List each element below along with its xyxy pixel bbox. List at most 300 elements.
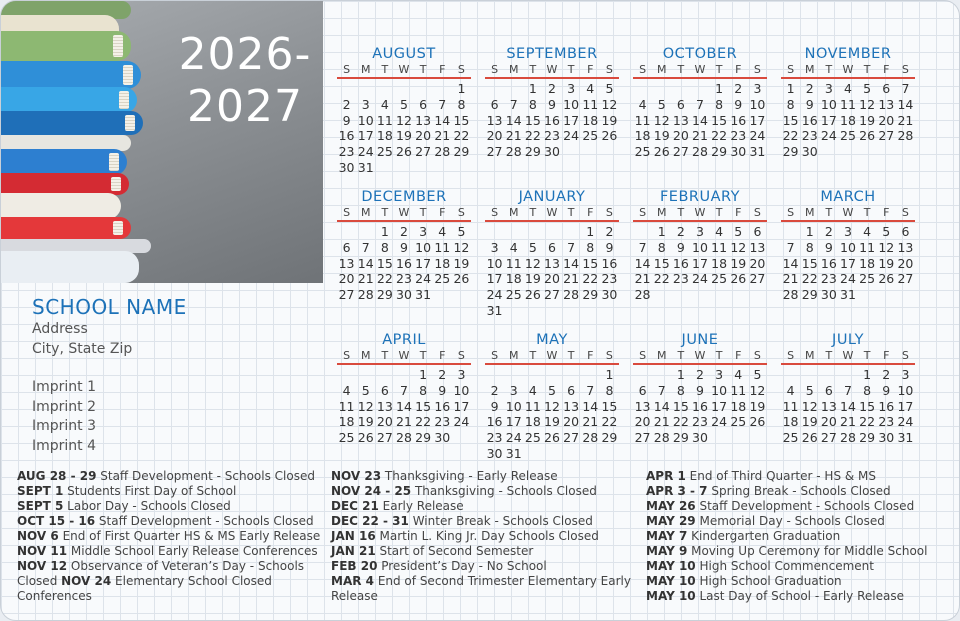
- weekday-header: [485, 64, 619, 79]
- weekday-label: S: [639, 349, 647, 362]
- day-number: 26: [396, 144, 412, 160]
- day-number: 7: [901, 81, 910, 96]
- day-number: 7: [509, 96, 518, 112]
- empty-day: [433, 81, 452, 97]
- day-number: 13: [897, 239, 914, 255]
- event-description: Conferences: [17, 589, 92, 603]
- event-date: NOV 23: [331, 469, 382, 483]
- day-number: 21: [840, 414, 856, 430]
- day-number: 28: [434, 144, 451, 160]
- day-number: 7: [844, 382, 852, 398]
- day-number: 9: [882, 382, 891, 398]
- day-number: 6: [882, 81, 891, 96]
- weekday-label: T: [677, 63, 685, 76]
- month-april: [337, 331, 471, 446]
- day-number: 17: [840, 255, 856, 271]
- weekday-label: W: [694, 349, 706, 362]
- month-february: [633, 188, 767, 303]
- weekday-label: F: [439, 349, 446, 362]
- day-number: 4: [734, 367, 743, 382]
- event-description: President’s Day - No School: [377, 559, 547, 573]
- event-description: Staff Development - Schools Closed: [695, 499, 915, 513]
- day-number: 6: [419, 96, 428, 112]
- event-date: DEC 22 - 31: [331, 514, 409, 528]
- day-number: 22: [782, 128, 799, 144]
- event-date: SEPT 1: [17, 484, 64, 498]
- day-number: 6: [490, 96, 499, 112]
- weekday-label: S: [457, 349, 465, 362]
- day-number: 14: [782, 255, 799, 271]
- weekday-label: W: [842, 206, 854, 219]
- day-number: 10: [711, 382, 728, 398]
- day-number: 28: [357, 287, 374, 303]
- weekday-label: M: [360, 206, 371, 219]
- event-description: Moving Up Ceremony for Middle School: [687, 544, 928, 558]
- day-number: 24: [820, 128, 837, 144]
- empty-day: [671, 81, 690, 97]
- day-number: 11: [711, 239, 728, 255]
- weekday-label: M: [656, 349, 667, 362]
- day-number: 29: [524, 144, 541, 160]
- month-august: [337, 45, 471, 176]
- month-january: [485, 188, 619, 319]
- event-description: Thanksgiving - Early Release: [381, 469, 558, 483]
- day-number: 16: [672, 255, 689, 271]
- day-number: 30: [801, 144, 818, 160]
- event-description: Observance of Veteran’s Day - Schools: [67, 559, 305, 573]
- day-number: 5: [528, 239, 537, 255]
- day-number: 24: [357, 144, 374, 160]
- day-number: 25: [434, 271, 451, 287]
- weekday-label: M: [360, 63, 371, 76]
- event-line: [331, 574, 631, 589]
- day-number: 21: [692, 128, 708, 144]
- weekday-label: T: [863, 206, 871, 219]
- month-december: [337, 188, 471, 303]
- day-number: 29: [453, 144, 470, 160]
- weekday-label: S: [787, 349, 795, 362]
- school-info: [32, 295, 187, 359]
- weekday-label: S: [605, 206, 613, 219]
- day-number: 13: [338, 255, 355, 271]
- weekday-label: M: [656, 206, 667, 219]
- day-number: 27: [897, 271, 914, 287]
- weekday-label: S: [457, 63, 465, 76]
- day-number: 18: [782, 414, 799, 430]
- day-number: 23: [730, 128, 747, 144]
- weekday-label: T: [381, 63, 389, 76]
- day-number: 27: [486, 144, 503, 160]
- day-number: 2: [824, 224, 833, 239]
- day-number: 3: [361, 96, 370, 112]
- event-line: [331, 559, 631, 574]
- day-number: 21: [357, 271, 374, 287]
- event-line: [17, 559, 320, 574]
- weekday-label: S: [753, 349, 761, 362]
- day-number: 29: [415, 430, 432, 446]
- weekday-label: W: [546, 206, 558, 219]
- day-number: 17: [711, 398, 728, 414]
- event-line: [646, 574, 927, 589]
- day-number: 5: [805, 382, 814, 398]
- event-line: [646, 589, 927, 604]
- event-line: [17, 529, 320, 544]
- event-description: Spring Break - Schools Closed: [707, 484, 891, 498]
- day-number: 31: [505, 445, 522, 461]
- day-number: 12: [357, 398, 374, 414]
- event-description: Thanksgiving - Schools Closed: [411, 484, 597, 498]
- day-number: 1: [419, 367, 428, 382]
- weekday-label: S: [491, 349, 499, 362]
- day-number: 6: [567, 382, 576, 398]
- day-number: 11: [859, 239, 876, 255]
- day-number: 3: [696, 224, 704, 239]
- weekday-label: S: [901, 206, 909, 219]
- event-description: High School Graduation: [695, 574, 842, 588]
- day-number: 1: [786, 81, 795, 96]
- empty-day: [581, 367, 600, 383]
- day-number: 18: [582, 112, 599, 128]
- school-address: Address: [32, 321, 88, 337]
- day-number: 20: [820, 414, 837, 430]
- empty-day: [542, 367, 561, 383]
- day-number: 12: [859, 96, 876, 112]
- day-number: 25: [582, 128, 599, 144]
- month-september: [485, 45, 619, 160]
- day-number: 20: [672, 128, 689, 144]
- day-number: 4: [586, 81, 595, 96]
- day-number: 9: [805, 96, 814, 112]
- day-number: 16: [338, 128, 355, 144]
- weekday-label: F: [883, 349, 890, 362]
- day-number: 27: [563, 430, 580, 446]
- day-number: 15: [415, 398, 432, 414]
- day-number: 3: [419, 224, 428, 239]
- day-number: 8: [419, 382, 428, 398]
- day-grid: [337, 81, 471, 176]
- event-description: Release: [331, 589, 378, 603]
- event-description: Winter Break - Schools Closed: [408, 514, 593, 528]
- weekday-label: F: [587, 349, 594, 362]
- day-number: 27: [338, 287, 355, 303]
- day-number: 14: [634, 255, 651, 271]
- day-number: 16: [486, 414, 503, 430]
- empty-day: [337, 367, 356, 383]
- weekday-label: S: [753, 206, 761, 219]
- day-number: 19: [801, 414, 818, 430]
- empty-day: [394, 81, 413, 97]
- weekday-label: T: [677, 206, 685, 219]
- event-date: MAY 10: [646, 589, 696, 603]
- weekday-label: T: [529, 63, 537, 76]
- day-number: 22: [453, 128, 470, 144]
- day-number: 24: [749, 128, 766, 144]
- event-date: NOV 24 - 25: [331, 484, 412, 498]
- day-number: 25: [338, 430, 355, 446]
- day-number: 29: [711, 144, 728, 160]
- day-number: 20: [897, 255, 914, 271]
- day-number: 4: [715, 224, 724, 239]
- day-number: 26: [357, 430, 374, 446]
- day-number: 3: [715, 367, 724, 382]
- empty-day: [485, 224, 504, 240]
- day-number: 16: [601, 255, 618, 271]
- day-number: 25: [859, 271, 876, 287]
- event-line: [646, 529, 927, 544]
- day-number: 9: [342, 112, 351, 128]
- day-number: 7: [586, 382, 595, 398]
- day-number: 28: [692, 144, 708, 160]
- weekday-label: T: [825, 349, 833, 362]
- day-number: 20: [878, 112, 895, 128]
- event-date: AUG 28 - 29: [17, 469, 97, 483]
- day-number: 3: [844, 224, 852, 239]
- empty-day: [337, 224, 356, 240]
- day-number: 12: [601, 96, 618, 112]
- weekday-header: [337, 207, 471, 222]
- event-description: Staff Development - Schools Closed: [95, 514, 314, 528]
- day-grid: [781, 367, 915, 446]
- event-line: [331, 544, 631, 559]
- day-number: 8: [457, 96, 466, 112]
- day-number: 18: [434, 255, 451, 271]
- day-number: 1: [605, 367, 614, 382]
- day-number: 25: [840, 128, 856, 144]
- events-column-2: [331, 469, 631, 604]
- day-number: 4: [438, 224, 447, 239]
- day-number: 22: [653, 271, 670, 287]
- month-name: MARCH: [820, 189, 876, 205]
- event-line: [331, 499, 631, 514]
- weekday-label: T: [825, 206, 833, 219]
- weekday-label: M: [804, 63, 815, 76]
- day-number: 17: [415, 255, 432, 271]
- day-number: 17: [692, 255, 708, 271]
- day-number: 3: [457, 367, 466, 382]
- day-number: 30: [338, 159, 355, 175]
- day-grid: [633, 81, 767, 160]
- day-number: 22: [601, 414, 618, 430]
- day-number: 25: [376, 144, 393, 160]
- day-number: 20: [563, 414, 580, 430]
- imprint-lines: [32, 378, 96, 456]
- empty-day: [375, 81, 394, 97]
- month-name: OCTOBER: [662, 46, 738, 62]
- day-number: 21: [396, 414, 412, 430]
- year-line-2: 2027: [187, 81, 303, 132]
- day-number: 30: [601, 287, 618, 303]
- day-number: 7: [657, 382, 666, 398]
- day-number: 27: [376, 430, 393, 446]
- day-number: 30: [544, 144, 560, 160]
- day-number: 31: [749, 144, 766, 160]
- day-number: 6: [753, 224, 762, 239]
- day-number: 3: [509, 382, 518, 398]
- day-number: 14: [897, 96, 914, 112]
- event-date: NOV 6: [17, 529, 59, 543]
- month-march: [781, 188, 915, 303]
- day-number: 23: [820, 271, 837, 287]
- day-number: 23: [692, 414, 708, 430]
- day-number: 11: [434, 239, 451, 255]
- empty-day: [337, 81, 356, 97]
- day-number: 12: [544, 398, 560, 414]
- day-number: 4: [844, 81, 852, 96]
- event-date: MAY 26: [646, 499, 696, 513]
- day-number: 13: [563, 398, 580, 414]
- day-number: 2: [605, 224, 614, 239]
- day-number: 22: [801, 271, 818, 287]
- imprint-line: Imprint 1: [32, 379, 97, 395]
- day-number: 13: [634, 398, 651, 414]
- day-number: 22: [672, 414, 689, 430]
- day-number: 28: [897, 128, 914, 144]
- day-number: 31: [357, 159, 374, 175]
- day-number: 11: [524, 398, 541, 414]
- event-line: [17, 544, 320, 559]
- month-july: [781, 331, 915, 446]
- month-name: MAY: [536, 332, 568, 348]
- month-name: JUNE: [681, 332, 719, 348]
- imprint-line: Imprint 2: [32, 398, 97, 415]
- year-line-1: 2026-: [178, 29, 312, 80]
- day-number: 14: [396, 398, 412, 414]
- day-number: 12: [730, 239, 747, 255]
- weekday-label: M: [508, 349, 519, 362]
- empty-day: [356, 224, 375, 240]
- event-line: [17, 589, 320, 604]
- day-number: 7: [696, 96, 704, 112]
- weekday-header: [485, 207, 619, 222]
- day-number: 10: [453, 382, 470, 398]
- weekday-label: S: [787, 206, 795, 219]
- weekday-header: [781, 207, 915, 222]
- day-number: 25: [711, 271, 728, 287]
- day-number: 28: [782, 287, 799, 303]
- day-number: 29: [801, 287, 818, 303]
- day-number: 2: [548, 81, 556, 96]
- weekday-label: T: [381, 206, 389, 219]
- event-description: High School Commencement: [695, 559, 874, 573]
- day-number: 16: [878, 398, 895, 414]
- month-name: FEBRUARY: [659, 189, 741, 205]
- day-number: 26: [453, 271, 470, 287]
- empty-day: [356, 81, 375, 97]
- weekday-label: F: [735, 63, 742, 76]
- weekday-label: T: [677, 349, 685, 362]
- day-number: 13: [544, 255, 560, 271]
- empty-day: [690, 81, 709, 97]
- day-number: 26: [524, 287, 541, 303]
- day-number: 13: [749, 239, 766, 255]
- day-number: 7: [438, 96, 447, 112]
- weekday-label: W: [398, 349, 410, 362]
- day-number: 5: [548, 382, 556, 398]
- weekday-header: [781, 350, 915, 365]
- day-number: 29: [859, 430, 876, 446]
- day-number: 7: [567, 239, 576, 255]
- event-date: MAY 10: [646, 574, 696, 588]
- weekday-label: M: [656, 63, 667, 76]
- day-number: 23: [544, 128, 560, 144]
- school-name: SCHOOL NAME: [32, 295, 187, 319]
- month-october: [633, 45, 767, 160]
- day-number: 24: [486, 287, 503, 303]
- day-grid: [781, 81, 915, 160]
- day-number: 10: [415, 239, 432, 255]
- day-number: 5: [457, 224, 466, 239]
- day-number: 22: [415, 414, 432, 430]
- day-number: 27: [634, 430, 651, 446]
- day-number: 15: [672, 398, 689, 414]
- weekday-label: T: [419, 349, 427, 362]
- empty-day: [781, 367, 800, 383]
- day-number: 9: [734, 96, 743, 112]
- day-number: 1: [657, 224, 666, 239]
- day-number: 21: [505, 128, 522, 144]
- weekday-label: S: [343, 206, 351, 219]
- weekday-label: W: [546, 349, 558, 362]
- day-number: 14: [692, 112, 708, 128]
- imprint-line: Imprint 4: [32, 437, 97, 454]
- weekday-label: S: [787, 63, 795, 76]
- weekday-label: T: [863, 349, 871, 362]
- weekday-label: F: [587, 63, 594, 76]
- day-number: 20: [749, 255, 766, 271]
- day-number: 20: [338, 271, 355, 287]
- day-number: 21: [782, 271, 799, 287]
- day-number: 26: [859, 128, 876, 144]
- weekday-label: F: [883, 206, 890, 219]
- day-number: 25: [524, 430, 541, 446]
- weekday-label: M: [804, 206, 815, 219]
- day-number: 19: [601, 112, 618, 128]
- day-number: 25: [730, 414, 747, 430]
- day-number: 14: [563, 255, 580, 271]
- weekday-label: T: [567, 63, 575, 76]
- empty-day: [633, 367, 652, 383]
- day-number: 9: [400, 239, 408, 255]
- day-number: 9: [548, 96, 556, 112]
- day-number: 18: [711, 255, 728, 271]
- day-number: 1: [457, 81, 466, 96]
- day-number: 12: [396, 112, 412, 128]
- day-number: 27: [820, 430, 837, 446]
- day-number: 27: [672, 144, 689, 160]
- weekday-label: W: [398, 63, 410, 76]
- weekday-label: S: [343, 349, 351, 362]
- day-number: 5: [882, 224, 891, 239]
- event-description: Elementary School Closed: [111, 574, 272, 588]
- weekday-label: S: [639, 206, 647, 219]
- day-number: 3: [490, 239, 499, 255]
- empty-day: [542, 224, 561, 240]
- day-number: 30: [692, 430, 708, 446]
- day-number: 6: [380, 382, 389, 398]
- day-number: 8: [715, 96, 724, 112]
- day-number: 18: [859, 255, 876, 271]
- day-number: 16: [692, 398, 708, 414]
- weekday-label: S: [343, 63, 351, 76]
- month-may: [485, 331, 619, 462]
- day-number: 4: [509, 239, 518, 255]
- event-date: MAY 10: [646, 559, 696, 573]
- day-number: 8: [528, 96, 537, 112]
- day-number: 8: [805, 239, 814, 255]
- day-number: 19: [878, 255, 895, 271]
- weekday-label: T: [715, 349, 723, 362]
- day-number: 23: [878, 414, 895, 430]
